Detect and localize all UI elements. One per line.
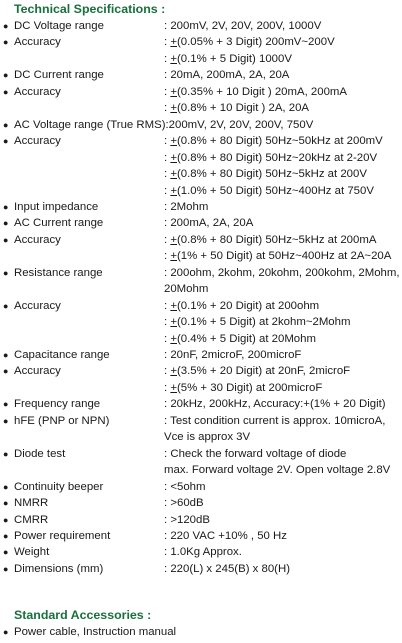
spec-value: Vce is approx 3V — [164, 431, 251, 444]
spec-value: : +(0.8% + 10 Digit ) 2A, 20A — [164, 102, 310, 115]
accessories-title: Standard Accessories : — [14, 608, 152, 622]
spec-label: Weight — [14, 546, 50, 559]
bullet-icon: ● — [3, 627, 9, 637]
spec-value: : +(5% + 30 Digit) at 200microF — [164, 381, 323, 394]
bullet-icon: ● — [3, 136, 9, 147]
bullet-icon: ● — [3, 201, 9, 212]
spec-label: Accuracy — [14, 36, 61, 49]
spec-label: NMRR — [14, 497, 49, 510]
bullet-icon: ● — [3, 498, 9, 509]
spec-label: Accuracy — [14, 233, 61, 246]
spec-value: : +(1% + 50 Digit) at 50Hz~400Hz at 2A~20A — [164, 250, 392, 263]
bullet-icon: ● — [3, 267, 9, 278]
plus-minus-sign: + — [170, 332, 177, 345]
bullet-icon: ● — [3, 514, 9, 525]
bullet-icon: ● — [3, 119, 9, 130]
spec-label: Dimensions (mm) — [14, 562, 104, 575]
spec-label: Continuity beeper — [14, 480, 104, 493]
plus-minus-sign: + — [170, 365, 177, 378]
bullet-icon: ● — [3, 530, 9, 541]
bullet-icon: ● — [3, 366, 9, 377]
spec-value: : 1.0Kg Approx. — [164, 546, 242, 559]
spec-label: Diode test — [14, 447, 66, 460]
spec-value: : 20nF, 2microF, 200microF — [164, 349, 302, 361]
plus-minus-sign: + — [170, 233, 177, 246]
plus-minus-sign: + — [170, 52, 177, 65]
spec-value: : +(1.0% + 50 Digit) 50Hz~400Hz at 750V — [164, 184, 374, 197]
spec-value: : +(0.05% + 3 Digit) 200mV~200V — [164, 36, 335, 49]
spec-value: : Check the forward voltage of diode — [164, 447, 347, 460]
spec-label: Capacitance range — [14, 349, 110, 361]
spec-value: : +(3.5% + 20 Digit) at 20nF, 2microF — [164, 365, 351, 378]
spec-value: : 20kHz, 200kHz, Accuracy:+(1% + 20 Digit) — [164, 398, 386, 411]
spec-value: : +(0.1% + 20 Digit) at 200ohm — [164, 299, 320, 312]
spec-label: hFE (PNP or NPN) — [14, 414, 110, 427]
spec-value: : >60dB — [164, 497, 204, 510]
spec-label: Power requirement — [14, 529, 111, 542]
spec-label: Input impedance — [14, 200, 99, 213]
spec-value: : 2Mohm — [164, 200, 209, 213]
bullet-icon: ● — [3, 350, 9, 360]
spec-value: : +(0.8% + 80 Digit) 50Hz~5kHz at 200V — [164, 168, 367, 181]
plus-minus-sign: + — [170, 36, 177, 49]
plus-minus-sign: + — [170, 102, 177, 115]
bullet-icon: ● — [3, 218, 9, 229]
spec-label: Accuracy — [14, 85, 61, 98]
spec-value: : 220 VAC +10% , 50 Hz — [164, 529, 287, 542]
bullet-icon: ● — [3, 563, 9, 574]
accessory-item: Power cable, Instruction manual — [14, 626, 177, 638]
plus-minus-sign: + — [170, 299, 177, 312]
spec-label: AC Current range — [14, 217, 104, 230]
bullet-icon: ● — [3, 37, 9, 48]
plus-minus-sign: + — [170, 85, 177, 98]
spec-value: : +(0.8% + 80 Digit) 50Hz~20kHz at 2-20V — [164, 151, 378, 164]
spec-label: AC Voltage range (True RMS):200mV, 2V, 20V, 200V, 750V — [14, 118, 314, 131]
spec-label: Accuracy — [14, 365, 61, 378]
plus-minus-sign: + — [170, 168, 177, 181]
spec-value: : +(0.35% + 10 Digit ) 20mA, 200mA — [164, 85, 347, 98]
spec-value: : >120dB — [164, 513, 210, 526]
bullet-icon: ● — [3, 547, 9, 558]
plus-minus-sign: + — [170, 135, 177, 148]
spec-value: : +(0.1% + 5 Digit) 1000V — [164, 52, 292, 65]
spec-value: : Test condition current is approx. 10microA, — [164, 414, 386, 427]
bullet-icon: ● — [3, 300, 9, 311]
spec-label: DC Current range — [14, 69, 104, 82]
spec-value: : 200mA, 2A, 20A — [164, 217, 254, 230]
bullet-icon: ● — [3, 21, 9, 31]
bullet-icon: ● — [3, 481, 9, 492]
plus-minus-sign: + — [170, 381, 177, 394]
spec-value: : +(0.8% + 80 Digit) 50Hz~50kHz at 200mV — [164, 135, 383, 148]
spec-value: max. Forward voltage 2V. Open voltage 2.8V — [164, 464, 391, 477]
spec-value: : +(0.1% + 5 Digit) at 2kohm~2Mohm — [164, 316, 351, 329]
spec-value: : +(0.4% + 5 Digit) at 20Mohm — [164, 332, 316, 345]
spec-label: Frequency range — [14, 398, 101, 411]
plus-minus-sign: + — [170, 151, 177, 164]
plus-minus-sign: + — [170, 316, 177, 329]
bullet-icon: ● — [3, 234, 9, 245]
bullet-icon: ● — [3, 399, 9, 410]
spec-value: : 200mV, 2V, 20V, 200V, 1000V — [164, 20, 322, 32]
bullet-icon: ● — [3, 448, 9, 459]
spec-title: Technical Specifications : — [14, 2, 166, 16]
bullet-icon: ● — [3, 70, 9, 81]
spec-label: DC Voltage range — [14, 20, 104, 32]
spec-label: CMRR — [14, 513, 49, 526]
bullet-icon: ● — [3, 86, 9, 97]
plus-minus-sign: + — [170, 184, 177, 197]
spec-label: Accuracy — [14, 299, 61, 312]
bullet-icon: ● — [3, 415, 9, 426]
spec-value: : 220(L) x 245(B) x 80(H) — [164, 562, 290, 575]
spec-value: 20Mohm — [164, 283, 209, 296]
spec-value: : 20mA, 200mA, 2A, 20A — [164, 69, 290, 82]
spec-value: : <5ohm — [164, 480, 206, 493]
spec-value: : 200ohm, 2kohm, 20kohm, 200kohm, 2Mohm, — [164, 266, 400, 279]
spec-label: Accuracy — [14, 135, 61, 148]
plus-minus-sign: + — [170, 250, 177, 263]
spec-value: : +(0.8% + 80 Digit) 50Hz~5kHz at 200mA — [164, 233, 377, 246]
spec-label: Resistance range — [14, 266, 103, 279]
